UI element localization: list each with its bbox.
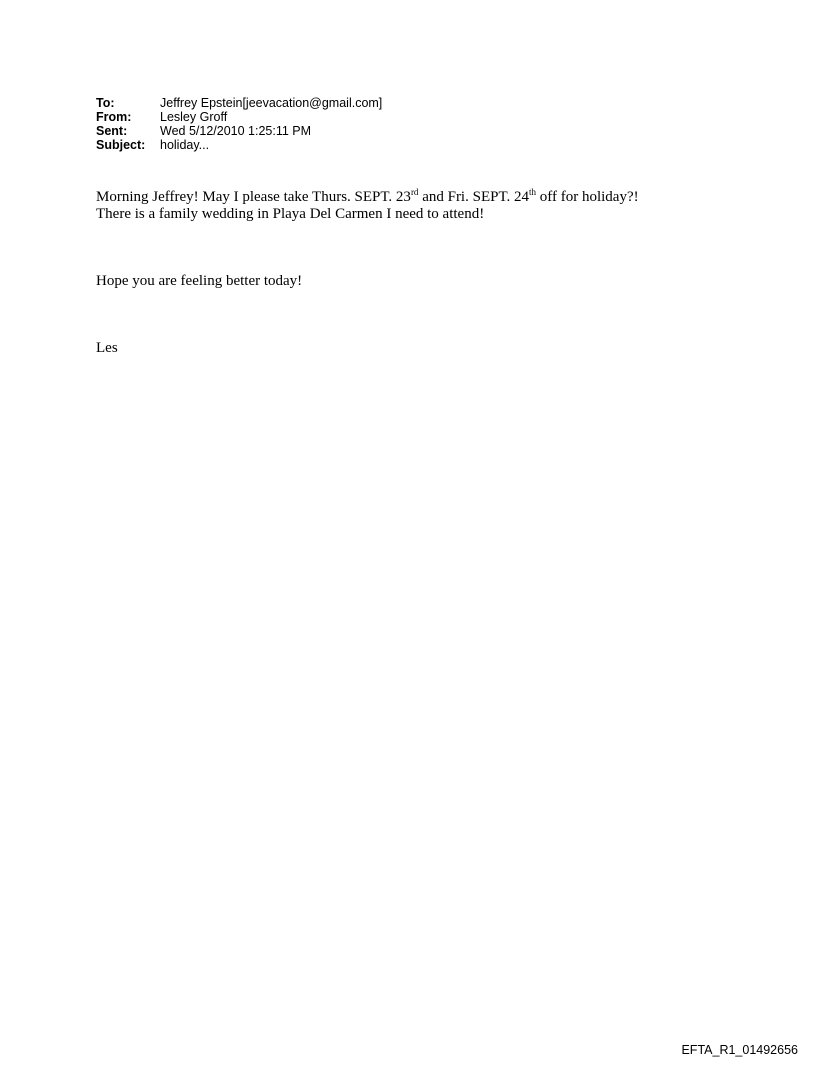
subject-value: holiday... <box>160 138 210 152</box>
subject-row <box>96 138 382 152</box>
sent-value: Wed 5/12/2010 1:25:11 PM <box>160 124 312 138</box>
body-text-part-3: off for holiday?! <box>536 189 639 205</box>
to-label: To: <box>96 96 115 110</box>
body-text-part-1: Morning Jeffrey! May I please take Thurs. SEPT. 23 <box>96 189 411 205</box>
bates-number: EFTA_R1_01492656 <box>681 1043 798 1057</box>
signature: Les <box>96 340 118 356</box>
email-body <box>96 189 776 357</box>
from-label: From: <box>96 110 132 124</box>
sent-label: Sent: <box>96 124 128 138</box>
body-text-part-2: and Fri. SEPT. 24 <box>418 189 529 205</box>
to-row <box>96 96 382 110</box>
to-value: Jeffrey Epstein[jeevacation@gmail.com] <box>160 96 383 110</box>
body-paragraph-2: Hope you are feeling better today! <box>96 273 303 289</box>
sent-row <box>96 124 382 138</box>
subject-label: Subject: <box>96 138 146 152</box>
body-paragraph-1-line-1 <box>96 189 776 206</box>
ordinal-suffix-rd: rd <box>410 187 419 197</box>
email-header <box>96 96 382 152</box>
body-paragraph-1-line-2: There is a family wedding in Playa Del Carmen I need to attend! <box>96 206 485 222</box>
ordinal-suffix-th: th <box>529 187 537 197</box>
from-row <box>96 110 382 124</box>
from-value: Lesley Groff <box>160 110 228 124</box>
